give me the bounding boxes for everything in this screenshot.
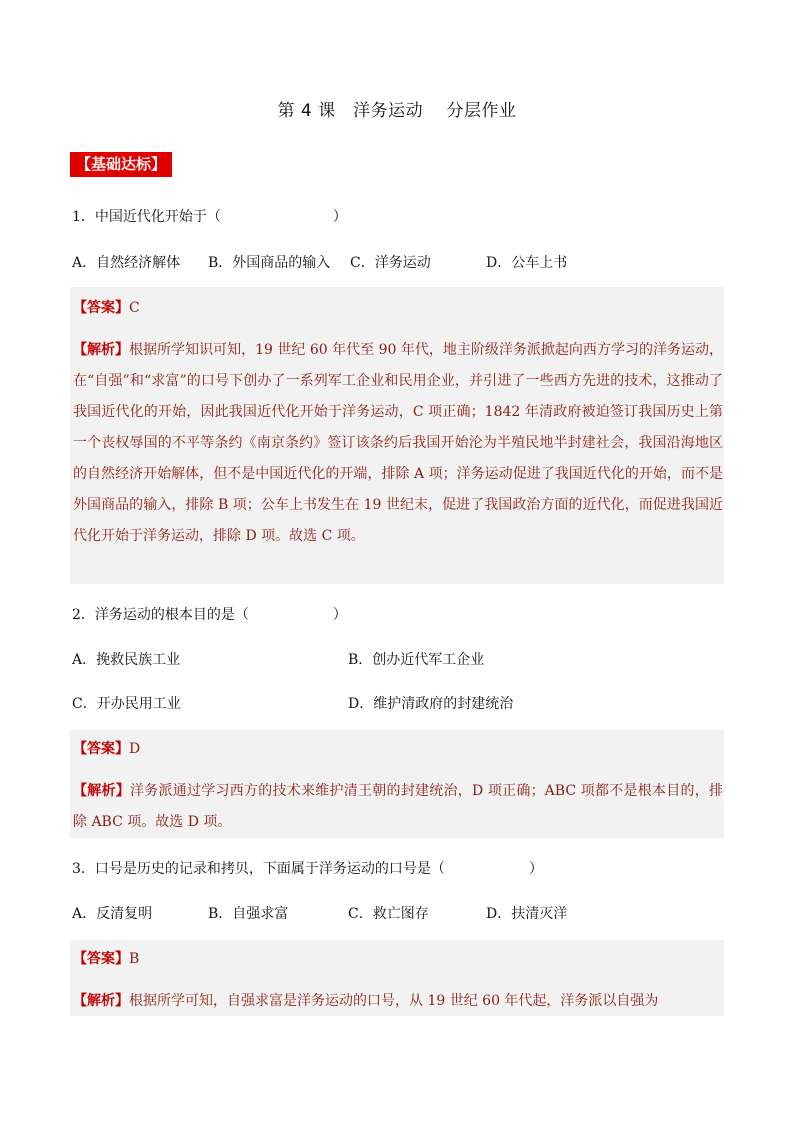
question-1-option-d: D．公车上书 (486, 255, 568, 271)
answer-value: B (129, 951, 140, 967)
question-3-option-d: D．扶清灭洋 (486, 906, 568, 922)
analysis-label: 【解析】 (73, 783, 130, 799)
question-2-answer (73, 738, 140, 758)
question-2-option-a: A．挽救民族工业 (72, 652, 181, 668)
analysis-text: 洋务派通过学习西方的技术来维护清王朝的封建统治，D 项正确；ABC 项都不是根本目的，排除 ABC 项。故选 D 项。 (73, 783, 723, 830)
answer-label: 【答案】 (73, 951, 129, 967)
section-label-basic: 【基础达标】 (70, 152, 172, 177)
answer-value: C (129, 300, 140, 316)
question-1-analysis (73, 335, 723, 552)
question-3-answer (73, 948, 139, 968)
question-2-analysis (73, 776, 723, 838)
question-1-stem: 1．中国近代化开始于（ ） (72, 209, 347, 225)
question-1-option-c: C．洋务运动 (350, 255, 431, 271)
question-1-option-b: B．外国商品的输入 (208, 255, 331, 271)
question-3-option-b: B．自强求富 (208, 906, 289, 922)
analysis-label: 【解析】 (73, 993, 129, 1009)
analysis-text: 根据所学知识可知，19 世纪 60 年代至 90 年代，地主阶级洋务派掀起向西方学习的洋务运动，在“自强”和“求富”的口号下创办了一系列军工企业和民用企业，并引进了一些西方先进的技术，这推动了我国近代化的开始，因此我国近代化开始于洋务运动，C 项正确；1842 年清政府被迫签订我国历史上第一个丧权辱国的不平等条约《南京条约》签订该条约后我国开始沦为半殖民地半封建社会，我国沿海地区的自然经济开始解体，但不是中国近代化的开端，排除 A 项；洋务运动促进了我国近代化的开始，而不是外国商品的输入，排除 B 项；公车上书发生在 19 世纪末，促进了我国政治方面的近代化，而促进我国近代化开始于洋务运动，排除 D 项。故选 C 项。 (73, 342, 723, 544)
answer-label: 【答案】 (73, 300, 129, 316)
question-2-option-c: C．开办民用工业 (72, 696, 181, 712)
question-2-answer-box (70, 730, 724, 838)
question-3-analysis (73, 986, 723, 1017)
question-1-answer-box (70, 287, 724, 584)
answer-label: 【答案】 (73, 741, 129, 757)
document-title: 第 4 课 洋务运动 分层作业 (277, 101, 517, 121)
question-2-option-d: D．维护清政府的封建统治 (348, 696, 514, 712)
question-3-stem: 3．口号是历史的记录和拷贝，下面属于洋务运动的口号是（ ） (72, 861, 543, 877)
answer-value: D (129, 741, 141, 757)
analysis-label: 【解析】 (73, 342, 130, 358)
analysis-text: 根据所学可知，自强求富是洋务运动的口号，从 19 世纪 60 年代起，洋务派以自强为 (129, 993, 659, 1009)
question-1-answer (73, 297, 140, 317)
question-3-option-c: C．救亡图存 (348, 906, 429, 922)
question-1-option-a: A．自然经济解体 (72, 255, 181, 271)
question-3-option-a: A．反清复明 (72, 906, 153, 922)
question-2-stem: 2．洋务运动的根本目的是（ ） (72, 607, 347, 623)
question-3-answer-box (70, 940, 724, 1016)
question-2-option-b: B．创办近代军工企业 (348, 652, 485, 668)
